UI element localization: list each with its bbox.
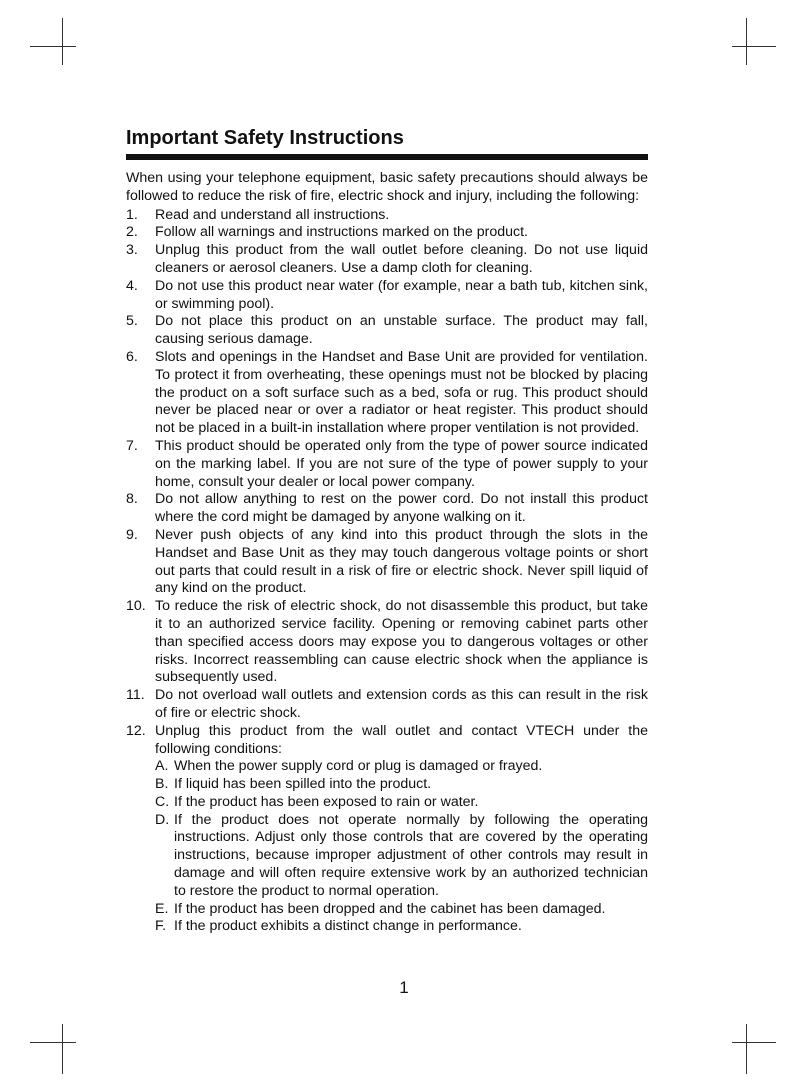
condition-item: [155, 776, 648, 794]
crop-mark: [62, 1024, 63, 1074]
item-text: To reduce the risk of electric shock, do not disassemble this product, but take it to an authorized service facility. Opening or removing cabinet parts other than specified access doors may expose you to dangerous voltages or other risks. Incorrect reassembling can cause electric shock when the appliance is subsequently used.: [155, 598, 648, 686]
intro-paragraph: When using your telephone equipment, basic safety precautions should always be followed to reduce the risk of fire, electric shock and injury, including the following:: [126, 170, 648, 204]
condition-text: When the power supply cord or plug is damaged or frayed.: [174, 758, 543, 775]
item-text: Do not allow anything to rest on the power cord. Do not install this product where the cord might be damaged by anyone walking on it.: [155, 491, 648, 526]
condition-item: [155, 794, 648, 812]
list-item: [126, 207, 648, 225]
page-content: [126, 124, 648, 936]
item-number: 7.: [126, 437, 138, 454]
list-item: [126, 278, 648, 314]
condition-letter: A.: [155, 758, 169, 775]
condition-letter: C.: [155, 793, 170, 810]
list-item: [126, 491, 648, 527]
crop-mark: [732, 46, 776, 47]
item-number: 6.: [126, 348, 138, 365]
page-title: Important Safety Instructions: [126, 127, 404, 149]
item-number: 9.: [126, 526, 138, 543]
item-text: Unplug this product from the wall outlet and contact VTECH under the following conditions:: [155, 722, 648, 757]
condition-text: If the product exhibits a distinct change in performance.: [174, 918, 522, 935]
item-text: Slots and openings in the Handset and Base Unit are provided for ventilation. To protect it from overheating, these openings must not be blocked by placing the product on a soft surface such as a bed, sofa or rug. This product should never be placed near or over a radiator or heat register. This product should not be placed in a built-in installation where proper ventilation is not provided.: [155, 348, 648, 437]
condition-text: If the product does not operate normally by following the operating instructions. Adjust only those controls that are covered by the operating instructions, because improper adjustment of other controls may result in damage and will often require extensive work by an authorized technician to restore the product to normal operation.: [174, 811, 648, 899]
crop-mark: [746, 1024, 747, 1074]
condition-text: If the product has been exposed to rain or water.: [174, 793, 479, 810]
page-number: 1: [399, 978, 409, 997]
condition-letter: B.: [155, 776, 169, 793]
title-rule: [126, 154, 648, 160]
list-item: [126, 598, 648, 687]
list-item: [126, 313, 648, 349]
condition-letter: D.: [155, 811, 170, 828]
item-text: Do not place this product on an unstable surface. The product may fall, causing serious damage.: [155, 313, 648, 348]
item-number: 8.: [126, 491, 138, 508]
item-text: Follow all warnings and instructions marked on the product.: [155, 224, 529, 241]
item-number: 12.: [126, 722, 146, 739]
crop-mark: [732, 1042, 776, 1043]
item-number: 5.: [126, 313, 138, 330]
condition-item: [155, 758, 648, 776]
item-number: 4.: [126, 277, 138, 294]
item-number: 11.: [126, 687, 145, 704]
condition-item: [155, 812, 648, 901]
item-text: Read and understand all instructions.: [155, 206, 390, 223]
list-item: [126, 438, 648, 491]
crop-mark: [30, 1042, 76, 1043]
condition-letter: F.: [155, 918, 167, 935]
condition-text: If liquid has been spilled into the product.: [174, 776, 432, 793]
list-item: [126, 723, 648, 937]
list-item: [126, 224, 648, 242]
item-text: This product should be operated only from the type of power source indicated on the marking label. If you are not sure of the type of power supply to your home, consult your dealer or local power company.: [155, 437, 648, 490]
item-text: Do not overload wall outlets and extension cords as this can result in the risk of fire or electric shock.: [155, 687, 648, 721]
list-item: [126, 687, 648, 723]
item-text: Do not use this product near water (for example, near a bath tub, kitchen sink, or swimming pool).: [155, 277, 648, 312]
crop-mark: [30, 46, 76, 47]
item-number: 3.: [126, 242, 138, 259]
item-number: 1.: [126, 206, 138, 223]
crop-mark: [746, 18, 747, 65]
item-number: 2.: [126, 224, 138, 241]
list-item: [126, 527, 648, 598]
instruction-list: [126, 207, 648, 937]
condition-item: [155, 918, 648, 936]
list-item: [126, 349, 648, 438]
condition-item: [155, 901, 648, 919]
conditions-list: [155, 758, 648, 936]
condition-text: If the product has been dropped and the cabinet has been damaged.: [174, 900, 606, 917]
condition-letter: E.: [155, 900, 169, 917]
crop-mark: [62, 18, 63, 65]
item-text: Unplug this product from the wall outlet before cleaning. Do not use liquid cleaners or aerosol cleaners. Use a damp cloth for cleaning.: [155, 242, 648, 276]
item-number: 10.: [126, 598, 146, 615]
item-text: Never push objects of any kind into this product through the slots in the Handset and Base Unit as they may touch dangerous voltage points or short out parts that could result in a risk of fire or electric shock. Never spill liquid of any kind on the product.: [155, 526, 648, 597]
list-item: [126, 242, 648, 278]
